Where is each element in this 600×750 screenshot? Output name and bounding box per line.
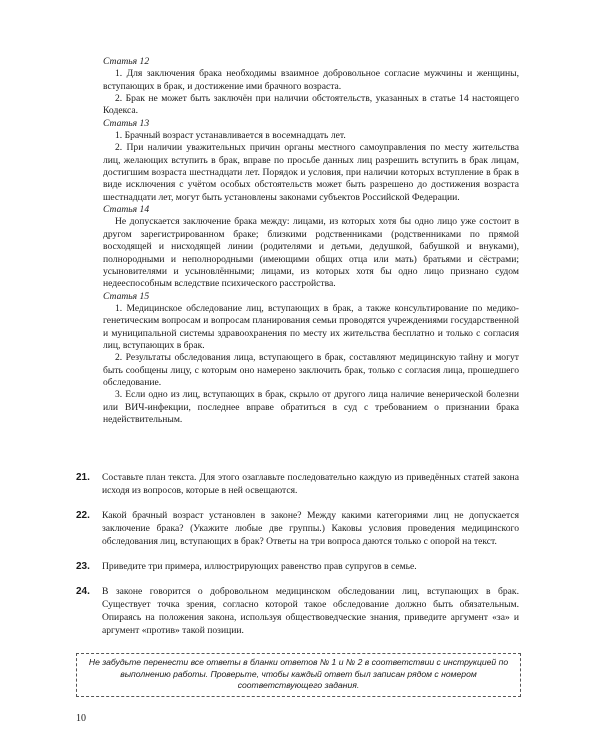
task-number: 22. bbox=[76, 510, 90, 521]
task-item bbox=[76, 509, 519, 548]
task-item bbox=[76, 560, 519, 573]
article-paragraph: 1. Медицинское обследование лиц, вступающих в брак, а также консультирование по медико-генетическим вопросам и вопросам планирования семьи проводятся учреждениями государственной и муниципальной системы здравоохранения по месту их жительства бесплатно и только с согласия лиц, вступающих в брак. bbox=[103, 302, 519, 351]
page-number: 10 bbox=[76, 713, 86, 724]
article-paragraph: 3. Если одно из лиц, вступающих в брак, скрыло от другого лица наличие венерической болезни или ВИЧ-инфекции, последнее вправе обратиться в суд с требованием о признании брака недействительным. bbox=[103, 389, 519, 425]
task-text: В законе говорится о добровольном медицинском обследовании лиц, вступающих в брак. Существует точка зрения, согласно которой такое обследование должно быть обязательным. Опираясь на положения закона, используя обществоведческие знания, приведите аргумент «за» и аргумент «против» такой позиции. bbox=[102, 586, 519, 636]
article-paragraph: 2. Результаты обследования лица, вступающего в брак, составляют медицинскую тайну и могут быть сообщены лицу, с которым оно намерено заключить брак, только с согласия лица, прошедшего обследование. bbox=[103, 352, 519, 388]
article-12 bbox=[103, 56, 519, 118]
article-paragraph: 1. Брачный возраст устанавливается в восемнадцать лет. bbox=[115, 130, 346, 142]
article-paragraph: Не допускается заключение брака между: лицами, из которых хотя бы одно лицо уже состоит в другом зарегистрированном браке; близкими родственниками (родственниками по прямой восходящей и нисходящей линии (родителями и детьми, дедушкой, бабушкой и внуками), полнородными и неполнородными (имеющими общих отца или мать) братьями и сёстрами; усыновителями и усыновлёнными; лицами, из которых хотя бы одно лицо признано судом недееспособным вследствие психического расстройства. bbox=[103, 216, 519, 290]
task-number: 23. bbox=[76, 561, 90, 572]
law-articles bbox=[103, 56, 519, 426]
article-paragraph: 2. При наличии уважительных причин органы местного самоуправления по месту жительства лиц, желающих вступить в брак, вправе по просьбе данных лиц разрешить вступить в брак лицам, достигшим возраста шестнадцати лет. Порядок и условия, при наличии которых вступление в брак в виде исключения с учётом особых обстоятельств может быть разрешено до достижения возраста шестнадцати лет, могут быть установлены законами субъектов Российской Федерации. bbox=[103, 142, 519, 203]
article-15 bbox=[103, 291, 519, 427]
article-heading: Статья 13 bbox=[103, 117, 150, 129]
task-text: Составьте план текста. Для этого озаглавьте последовательно каждую из приведённых статей закона исходя из вопросов, которые в ней освещаются. bbox=[102, 472, 519, 496]
task-number: 24. bbox=[76, 586, 90, 597]
task-number: 21. bbox=[76, 472, 90, 483]
article-paragraph: 2. Брак не может быть заключён при наличии обстоятельств, указанных в статье 14 настоящего Кодекса. bbox=[103, 93, 519, 117]
task-item bbox=[76, 471, 519, 497]
task-text: Приведите три примера, иллюстрирующих равенство прав супругов в семье. bbox=[102, 561, 417, 572]
article-14 bbox=[103, 204, 519, 290]
article-paragraph: 1. Для заключения брака необходимы взаимное добровольное согласие мужчины и женщины, вступающих в брак, и достижение ими брачного возраста. bbox=[103, 68, 519, 92]
answer-transfer-notice: Не забудьте перенести все ответы в бланки ответов № 1 и № 2 в соответствии с инструкцией по выполнению работы. Проверьте, чтобы каждый ответ был записан рядом с номером соответствующего задания. bbox=[76, 653, 521, 697]
task-item bbox=[76, 585, 519, 637]
task-list bbox=[76, 471, 519, 649]
article-heading: Статья 14 bbox=[103, 204, 150, 216]
article-heading: Статья 12 bbox=[103, 56, 150, 67]
article-13 bbox=[103, 118, 519, 204]
article-heading: Статья 15 bbox=[103, 290, 150, 302]
task-text: Какой брачный возраст установлен в законе? Между какими категориями лиц не допускается заключение брака? (Укажите любые две группы.) Каковы условия проведения медицинского обследования лиц, вступающих в брак? Ответы на три вопроса даются только с опорой на текст. bbox=[102, 510, 519, 547]
